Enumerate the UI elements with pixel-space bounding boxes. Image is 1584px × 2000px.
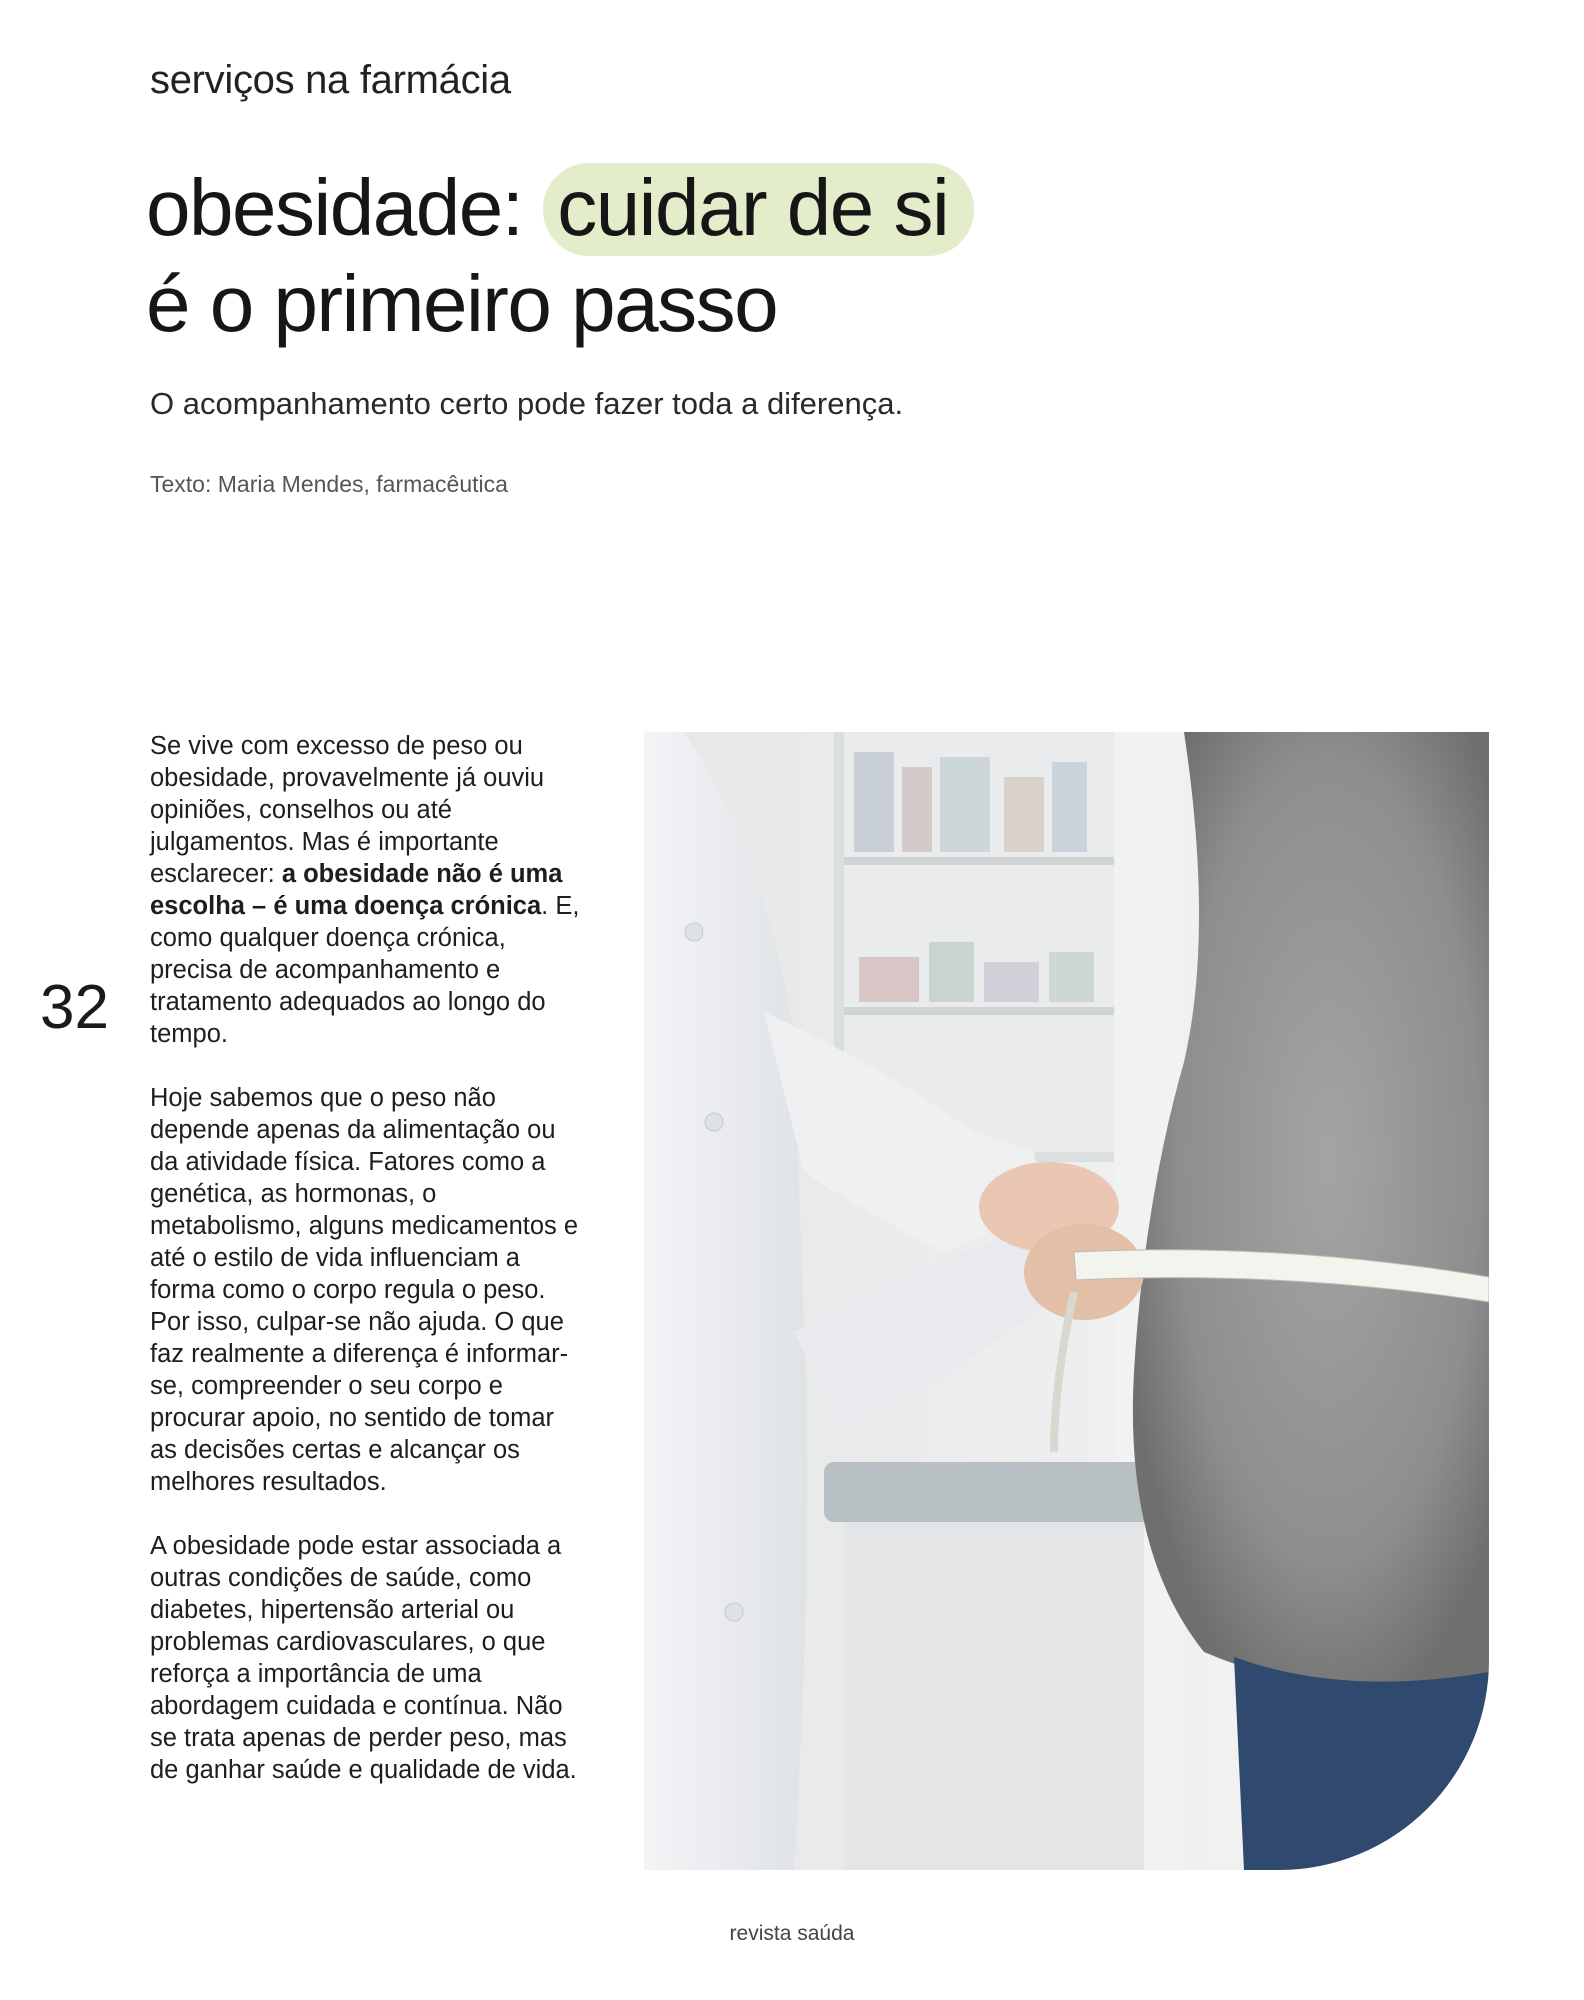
title-line-2: é o primeiro passo — [146, 259, 778, 348]
footer-publication: revista saúda — [729, 1922, 855, 1945]
page-number: 32 — [40, 973, 109, 1042]
title-highlight: cuidar de si — [543, 163, 974, 256]
paragraph-3: A obesidade pode estar associada a outras condições de saúde, como diabetes, hipertensão arterial ou problemas cardiovasculares, o que reforça a importância de uma abordagem cuidada e contínua. Não se trata apenas de perder peso, mas de ganhar saúde e qualidade de vida. — [150, 1532, 577, 1784]
subtitle: O acompanhamento certo pode fazer toda a diferença. — [150, 386, 904, 421]
pharmacist-measuring-waist-photo — [644, 732, 1489, 1870]
section-label: serviços na farmácia — [150, 58, 511, 102]
title-line-1 — [146, 160, 974, 256]
paragraph-1-end: . E, como qualquer doença crónica, precisa de acompanhamento e tratamento adequados ao longo do tempo. — [150, 892, 580, 1048]
page-title — [146, 160, 974, 352]
paragraph-1-emphasis: a obesidade não é uma escolha – é uma doença crónica — [150, 860, 563, 920]
paragraph-1 — [150, 730, 580, 1050]
title-part-1: obesidade: — [146, 163, 523, 252]
article-body — [150, 730, 580, 1818]
paragraph-1-start: Se vive com excesso de peso ou obesidade, provavelmente já ouviu opiniões, conselhos ou até julgamentos. Mas é importante esclarecer: — [150, 732, 545, 888]
byline: Texto: Maria Mendes, farmacêutica — [150, 471, 508, 497]
paragraph-2: Hoje sabemos que o peso não depende apenas da alimentação ou da atividade física. Fatores como a genética, as hormonas, o metabolismo, alguns medicamentos e até o estilo de vida influenciam a forma como o corpo regula o peso. Por isso, culpar-se não ajuda. O que faz realmente a diferença é informar-se, compreender o seu corpo e procurar apoio, no sentido de tomar as decisões certas e alcançar os melhores resultados. — [150, 1084, 579, 1496]
article-photo — [644, 732, 1489, 1870]
